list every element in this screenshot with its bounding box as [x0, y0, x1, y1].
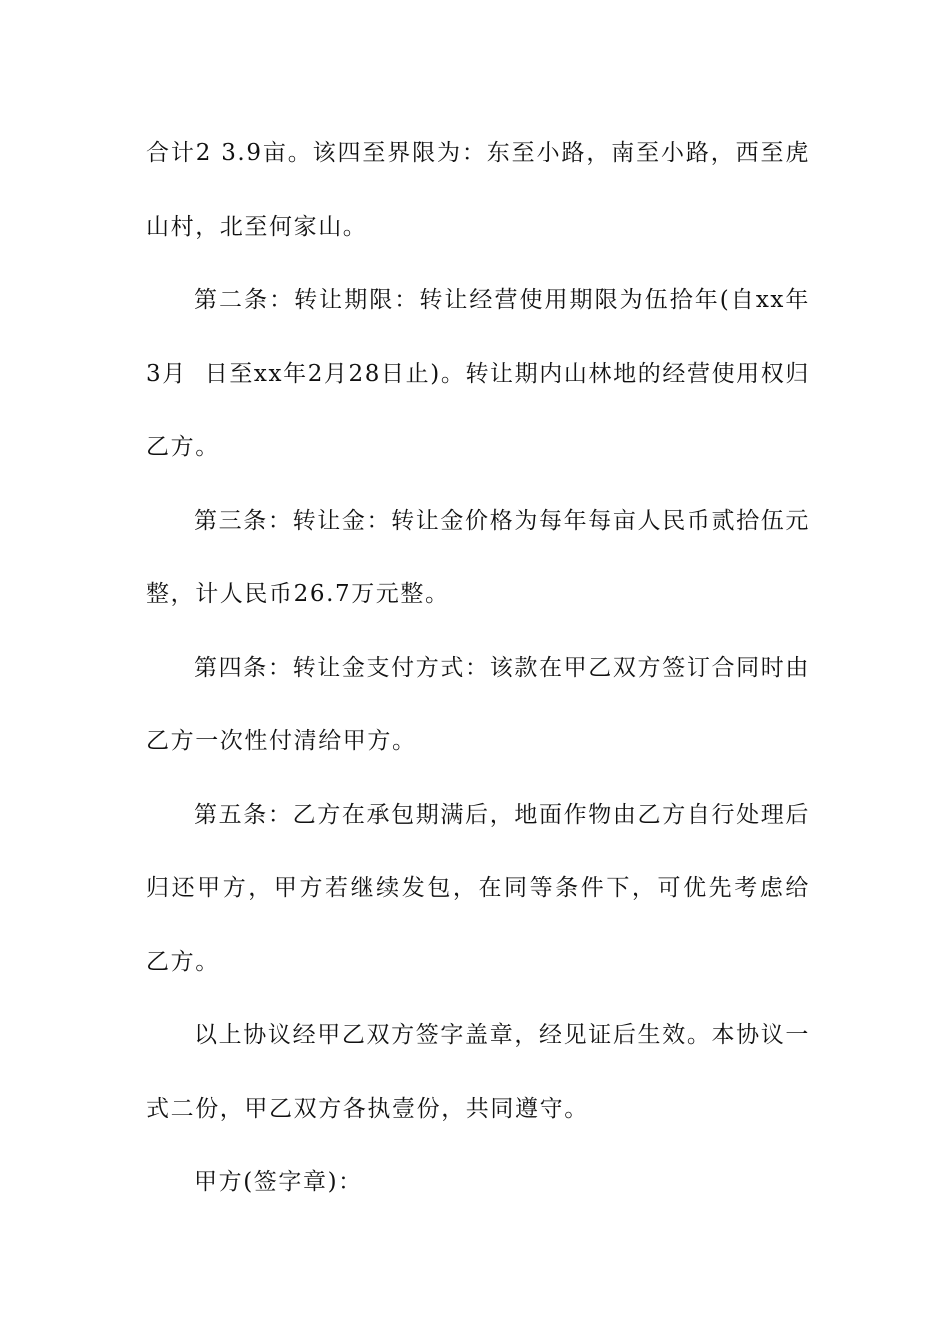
- paragraph-area-boundaries: 合计2 3.9亩。该四至界限为：东至小路，南至小路，西至虎山村，北至何家山。: [146, 140, 810, 240]
- paragraph-article-3-fee: 第三条：转让金：转让金价格为每年每亩人民币贰拾伍元整，计人民币26.7万元整。: [146, 507, 810, 607]
- paragraph-article-2-term: 第二条：转让期限：转让经营使用期限为伍拾年(自xx年3月 日至xx年2月28日止)。转让期内山林地的经营使用权归乙方。: [146, 287, 810, 460]
- paragraph-article-5-expiry: 第五条：乙方在承包期满后，地面作物由乙方自行处理后归还甲方，甲方若继续发包，在同等条件下，可优先考虑给乙方。: [146, 801, 810, 975]
- paragraph-article-4-payment: 第四条：转让金支付方式：该款在甲乙双方签订合同时由乙方一次性付清给甲方。: [146, 654, 810, 754]
- document-body: [146, 117, 810, 1220]
- signature-party-a: 甲方(签字章)：: [194, 1169, 363, 1195]
- paragraph-agreement-effect: 以上协议经甲乙双方签字盖章，经见证后生效。本协议一式二份，甲乙双方各执壹份，共同遵守。: [146, 1022, 810, 1122]
